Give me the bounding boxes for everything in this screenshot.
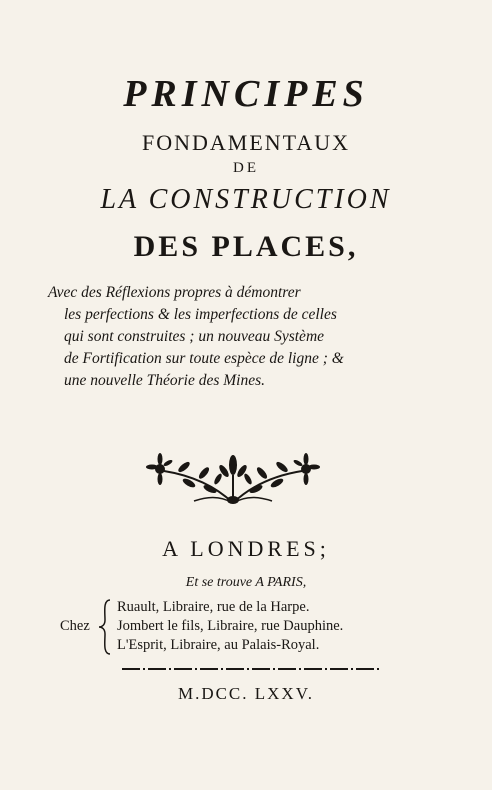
description-line: Avec des Réflexions propres à démontrer [48, 284, 301, 301]
description-line: qui sont construites ; un nouveau Système [64, 328, 325, 345]
floral-ornament-icon [144, 445, 322, 507]
imprint-chez: Chez [60, 618, 90, 634]
title-fondamentaux: FONDAMENTAUX [141, 130, 350, 155]
curly-brace-icon [98, 598, 112, 656]
imprint-city: A LONDRES; [162, 536, 330, 561]
seller-line: L'Esprit, Libraire, au Palais-Royal. [117, 637, 320, 653]
subtitle-description [48, 282, 448, 392]
title-de: DE [233, 160, 259, 176]
title-des-places: DES PLACES, [133, 230, 359, 263]
title-construction: LA CONSTRUCTION [100, 184, 392, 215]
imprint-paris: Et se trouve A PARIS, [185, 575, 307, 590]
publication-date: M.DCC. LXXV. [177, 684, 315, 703]
description-line: une nouvelle Théorie des Mines. [64, 372, 266, 389]
seller-line: Ruault, Libraire, rue de la Harpe. [117, 599, 310, 615]
seller-line: Jombert le fils, Libraire, rue Dauphine. [117, 618, 344, 634]
decorative-rule [122, 666, 382, 672]
title-principes: PRINCIPES [123, 73, 369, 115]
description-line: les perfections & les imperfections de celles [64, 306, 337, 323]
imprint-sellers [117, 598, 343, 655]
description-line: de Fortification sur toute espèce de ligne ; & [64, 350, 344, 367]
